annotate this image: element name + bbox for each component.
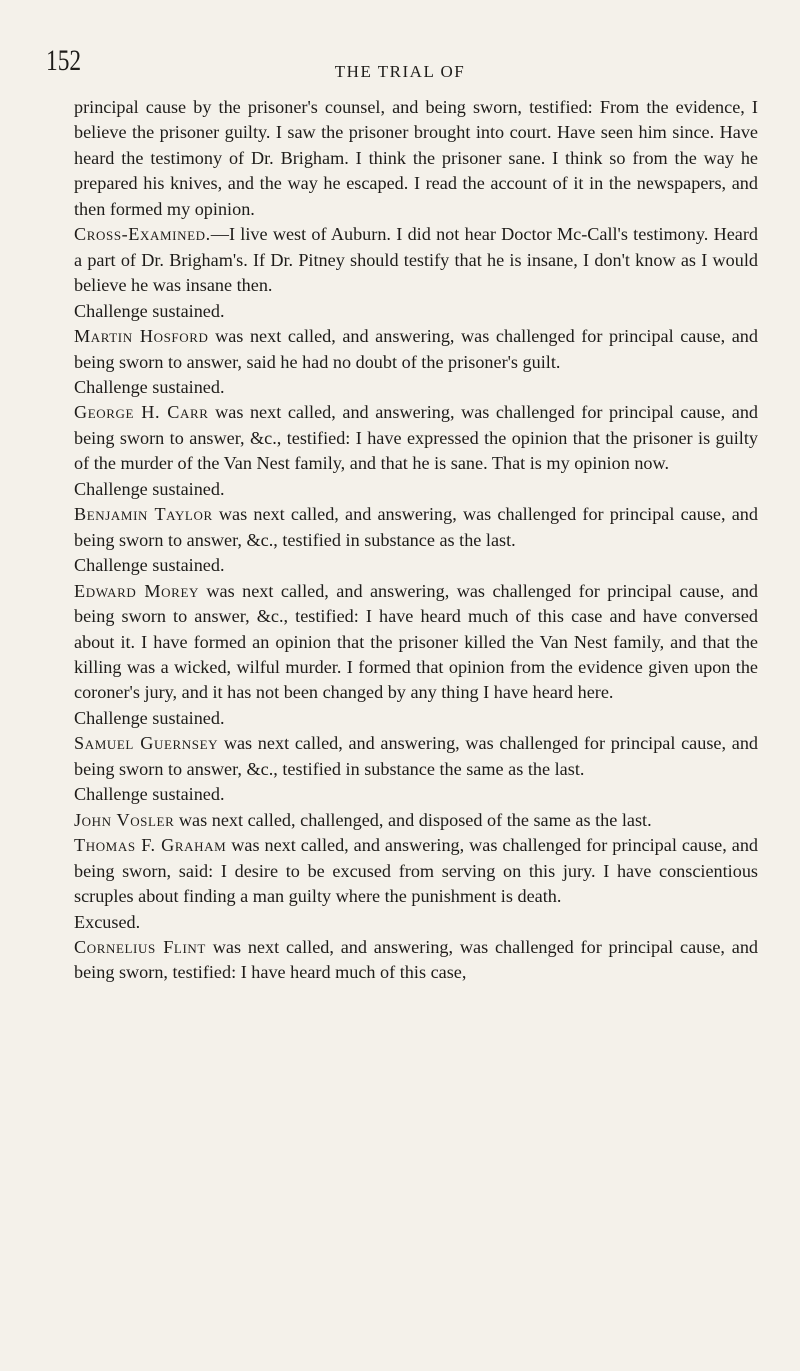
juror-name: John Vosler bbox=[74, 809, 175, 830]
paragraph: Challenge sustained. bbox=[74, 707, 225, 728]
paragraph: Cross-Examined.—I live west of Auburn. I did not hear Doctor Mc-Call's testimony. Heard a part of Dr. Brigham's. If Dr. Pitney should testify that he is insane, I don't know as I would believe he was insane then. bbox=[74, 224, 758, 296]
paragraph: principal cause by the prisoner's counsel, and being sworn, testified: From the evidence, I believe the prisoner guilty. I saw the prisoner brought into court. Have seen him since. Have heard the testimony of Dr. Brigham. I think the prisoner sane. I think so from the way he prepared his knives, and the way he escaped. I read the account of it in the newspapers, and then formed my opinion. bbox=[74, 97, 758, 219]
juror-name: Benjamin Taylor bbox=[74, 504, 213, 525]
juror-name: Thomas F. Graham bbox=[74, 835, 227, 856]
paragraph: Challenge sustained. bbox=[74, 300, 225, 321]
page-number: 152 bbox=[46, 44, 82, 77]
juror-name: George H. Carr bbox=[74, 402, 209, 423]
paragraph: Benjamin Taylor was next called, and answering, was challenged for principal cause, and being sworn to answer, &c., testified in substance as the last. bbox=[74, 504, 758, 550]
paragraph: Samuel Guernsey was next called, and answering, was challenged for principal cause, and being sworn to answer, &c., testified in substance the same as the last. bbox=[74, 733, 759, 779]
juror-name: Cornelius Flint bbox=[74, 936, 206, 957]
paragraph: Challenge sustained. bbox=[74, 784, 225, 805]
paragraph: Challenge sustained. bbox=[74, 376, 225, 397]
paragraph: Edward Morey was next called, and answering, was challenged for principal cause, and being sworn to answer, &c., testified: I have heard much of this case and have conversed about it. I have formed an opinion that the prisoner killed the Van Nest family, and that the killing was a wicked, wilful murder. I formed that opinion from the evidence given upon the coroner's jury, and it has not been changed by any thing I have heard here. bbox=[74, 580, 759, 703]
running-head: THE TRIAL OF bbox=[334, 62, 466, 81]
body-text bbox=[74, 95, 758, 986]
paragraph: Cornelius Flint was next called, and answering, was challenged for principal cause, and being sworn, testified: I have heard much of this case, bbox=[74, 936, 759, 983]
paragraph: Challenge sustained. bbox=[74, 555, 225, 576]
section-lead: Cross-Examined. bbox=[74, 224, 211, 245]
juror-name: Martin Hosford bbox=[74, 326, 209, 347]
paragraph: Challenge sustained. bbox=[74, 478, 225, 499]
paragraph: Excused. bbox=[74, 911, 141, 932]
paragraph: Thomas F. Graham was next called, and answering, was challenged for principal cause, and being sworn, said: I desire to be excused from serving on this jury. I have conscientious scruples about finding a man guilty where the punishment is death. bbox=[74, 835, 759, 907]
juror-name: Samuel Guernsey bbox=[74, 733, 219, 754]
paragraph: Martin Hosford was next called, and answering, was challenged for principal cause, and being sworn to answer, said he had no doubt of the prisoner's guilt. bbox=[74, 326, 758, 372]
paragraph: John Vosler was next called, challenged, and disposed of the same as the last. bbox=[74, 809, 652, 830]
paragraph: George H. Carr was next called, and answering, was challenged for principal cause, and being sworn to answer, &c., testified: I have expressed the opinion that the prisoner is guilty of the murder of the Van Nest family, and that he is sane. That is my opinion now. bbox=[74, 402, 759, 474]
juror-name: Edward Morey bbox=[74, 580, 199, 601]
